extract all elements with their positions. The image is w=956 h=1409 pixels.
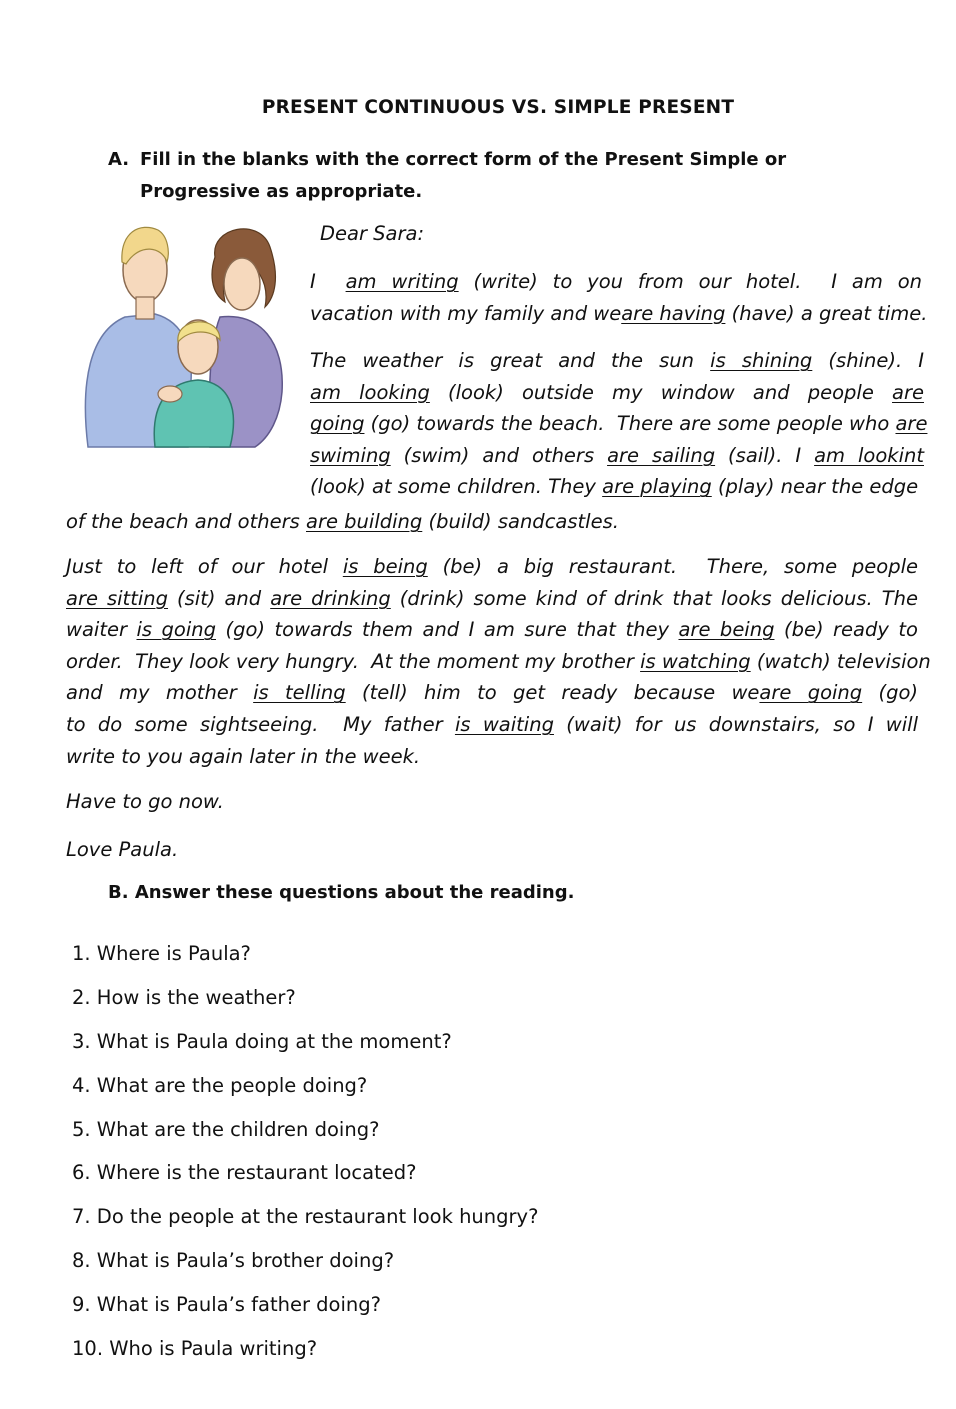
answer-blank: am writing <box>345 270 459 293</box>
answer-blank: are <box>892 380 924 404</box>
answer-blank: are going <box>759 681 863 705</box>
answer-blank: are drinking <box>270 586 391 610</box>
answer-blank: are playing <box>602 475 712 499</box>
answer-blank: are sitting <box>66 586 169 610</box>
family-illustration <box>70 222 300 462</box>
question-item: 3. What is Paula doing at the moment? <box>72 1030 452 1053</box>
question-item: 1. Where is Paula? <box>72 942 251 965</box>
answer-blank: is shining <box>710 349 813 372</box>
section-a-line2: Progressive as appropriate. <box>140 181 423 202</box>
question-item: 8. What is Paula’s brother doing? <box>72 1249 395 1272</box>
answer-blank: is being <box>342 555 428 578</box>
answer-blank: is going <box>136 618 216 642</box>
answer-blank: are being <box>678 618 775 642</box>
letter-greeting: Dear Sara: <box>320 222 425 245</box>
letter-paragraph-2: The weather is great and the sun is shining (shine). I am looking (look) outside my window and people are going (go) towards the beach. There are some people who are swiming (swim) and others are sailing (sail). I am lookint (look) at some children. They are playing (play) near the edge <box>310 349 928 499</box>
answer-blank: is watching <box>640 649 751 673</box>
answer-blank: is waiting <box>454 712 554 736</box>
question-item: 10. Who is Paula writing? <box>72 1337 318 1360</box>
answer-blank: are building <box>306 510 423 533</box>
letter-paragraph-3: Just to left of our hotel is being (be) a big restaurant. There, some people are sitting (sit) and are drinking (drink) some kind of drink that looks delicious. The waiter is going (go) towards them and I am sure that they are being (be) ready to order. They look very hungry. At the moment my brother is watching (watch) television and my mother is telling (tell) him to get ready because weare going (go) to do some sightseeing. My father is waiting (wait) for us downstairs, so I will write to you again later in the week. <box>66 555 931 768</box>
section-a-instruction <box>108 144 848 208</box>
section-a-line1: Fill in the blanks with the correct form of the Present Simple or <box>140 149 787 170</box>
answer-blank: is telling <box>253 681 346 705</box>
answer-blank: are sailing <box>607 443 716 467</box>
section-b-heading: B. Answer these questions about the reading. <box>108 882 575 903</box>
question-item: 5. What are the children doing? <box>72 1118 380 1141</box>
question-item: 7. Do the people at the restaurant look hungry? <box>72 1205 539 1228</box>
letter-signature: Love Paula. <box>66 838 179 861</box>
answer-blank: am lookint <box>814 443 924 467</box>
letter-paragraph-1: I am writing (write) to you from our hotel. I am on vacation with my family and weare having (have) a great time. <box>310 270 928 325</box>
question-item: 4. What are the people doing? <box>72 1074 368 1097</box>
section-a-label: A. <box>108 149 130 170</box>
question-item: 9. What is Paula’s father doing? <box>72 1293 381 1316</box>
answer-blank: are having <box>621 301 726 325</box>
answer-blank: going <box>310 412 365 436</box>
letter-closing-1: Have to go now. <box>66 790 224 813</box>
answer-blank: are <box>895 412 928 436</box>
question-item: 6. Where is the restaurant located? <box>72 1161 417 1184</box>
answer-blank: swiming <box>310 443 391 467</box>
answer-blank: am looking <box>310 380 430 404</box>
worksheet-title: PRESENT CONTINUOUS VS. SIMPLE PRESENT <box>261 97 735 118</box>
question-item: 2. How is the weather? <box>72 986 296 1009</box>
letter-paragraph-2-end: of the beach and others are building (build) sandcastles. <box>66 510 619 533</box>
